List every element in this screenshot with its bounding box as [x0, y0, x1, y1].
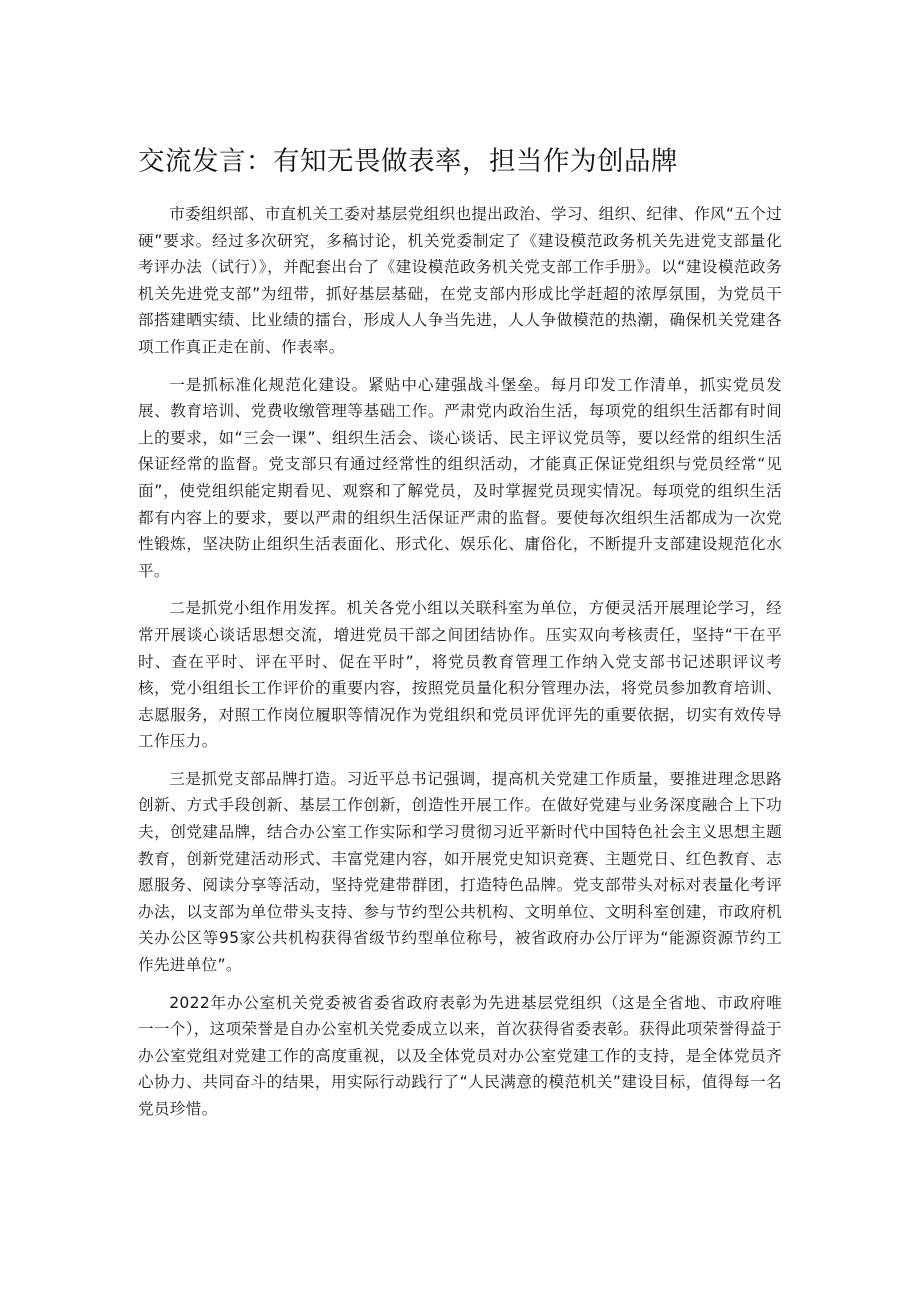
document-body [138, 201, 782, 1123]
document-title: 交流发言：有知无畏做表率，担当作为创品牌 [138, 146, 678, 177]
paragraph-party-group: 二是抓党小组作用发挥。机关各党小组以关联科室为单位，方便灵活开展理论学习，经常开展谈心谈话思想交流，增进党员干部之间团结协作。压实双向考核责任，坚持“干在平时、查在平时、评在平时、促在平时”，将党员教育管理工作纳入党支部书记述职评议考核，党小组组长工作评价的重要内容，按照党员量化积分管理办法，将党员参加教育培训、志愿服务，对照工作岗位履职等情况作为党组织和党员评优评先的重要依据，切实有效传导工作压力。 [138, 599, 782, 751]
document-page [138, 0, 782, 1134]
paragraph-honor-2022: 2022年办公室机关党委被省委省政府表彰为先进基层党组织（这是全省地、市政府唯一一个），这项荣誉是自办公室机关党委成立以来，首次获得省委表彰。获得此项荣誉得益于办公室党组对党建工作的高度重视，以及全体党员对办公室党建工作的支持，是全体党员齐心协力、共同奋斗的结果，用实际行动践行了“人民满意的模范机关”建设目标，值得每一名党员珍惜。 [138, 993, 782, 1118]
paragraph-branch-brand: 三是抓党支部品牌打造。习近平总书记强调，提高机关党建工作质量，要推进理念思路创新、方式手段创新、基层工作创新，创造性开展工作。在做好党建与业务深度融合上下功夫，创党建品牌，结合办公室工作实际和学习贯彻习近平新时代中国特色社会主义思想主题教育，创新党建活动形式、丰富党建内容，如开展党史知识竞赛、主题党日、红色教育、志愿服务、阅读分享等活动，坚持党建带群团，打造特色品牌。党支部带头对标对表量化考评办法，以支部为单位带头支持、参与节约型公共机构、文明单位、文明科室创建，市政府机关办公区等95家公共机构获得省级节约型单位称号，被省政府办公厅评为“能源资源节约工作先进单位”。 [138, 769, 782, 975]
paragraph-intro: 市委组织部、市直机关工委对基层党组织也提出政治、学习、组织、纪律、作风“五个过硬”要求。经过多次研究，多稿讨论，机关党委制定了《建设模范政务机关先进党支部量化考评办法（试行）》，并配套出台了《建设模范政务机关党支部工作手册》。以“建设模范政务机关先进党支部”为纽带，抓好基层基础，在党支部内形成比学赶超的浓厚氛围，为党员干部搭建晒实绩、比业绩的擂台，形成人人争当先进，人人争做模范的热潮，确保机关党建各项工作真正走在前、作表率。 [138, 205, 782, 356]
paragraph-standardization: 一是抓标准化规范化建设。紧贴中心建强战斗堡垒。每月印发工作清单，抓实党员发展、教育培训、党费收缴管理等基础工作。严肃党内政治生活，每项党的组织生活都有时间上的要求，如“三会一课”、组织生活会、谈心谈话、民主评议党员等，要以经常的组织生活保证经常的监督。党支部只有通过经常性的组织活动，才能真正保证党组织与党员经常“见面”，使党组织能定期看见、观察和了解党员，及时掌握党员现实情况。每项党的组织生活都有内容上的要求，要以严肃的组织生活保证严肃的监督。要使每次组织生活都成为一次党性锻炼，坚决防止组织生活表面化、形式化、娱乐化、庸俗化，不断提升支部建设规范化水平。 [138, 375, 782, 580]
